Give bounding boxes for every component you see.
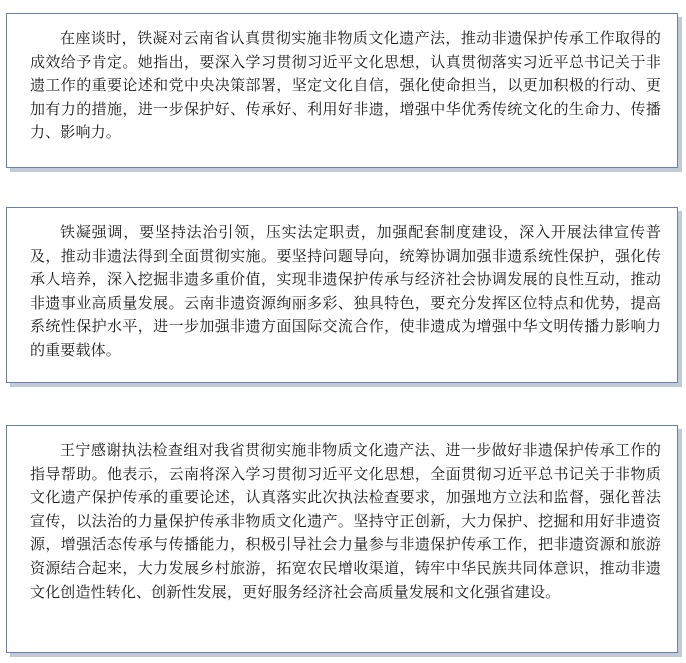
- text-box-1: [6, 13, 678, 168]
- paragraph-1: 在座谈时，铁凝对云南省认真贯彻实施非物质文化遗产法，推动非遗保护传承工作取得的成效给予肯定。她指出，要深入学习贯彻习近平文化思想，认真贯彻落实习近平总书记关于非遗工作的重要论述和党中央决策部署，坚定文化自信，强化使命担当，以更加积极的行动、更加有力的措施，进一步保护好、传承好、利用好非遗，增强中华优秀传统文化的生命力、传播力、影响力。: [30, 29, 661, 142]
- paragraph-2: 铁凝强调，要坚持法治引领，压实法定职责，加强配套制度建设，深入开展法律宣传普及，推动非遗法得到全面贯彻实施。要坚持问题导向，统筹协调加强非遗系统性保护，强化传承人培养，深入挖掘非遗多重价值，实现非遗保护传承与经济社会协调发展的良性互动，推动非遗事业高质量发展。云南非遗资源绚丽多彩、独具特色，要充分发挥区位特点和优势，提高系统性保护水平，进一步加强非遗方面国际交流合作，使非遗成为增强中华文明传播力影响力的重要载体。: [30, 223, 661, 359]
- text-box-2: [6, 207, 678, 383]
- paragraph-3: 王宁感谢执法检查组对我省贯彻实施非物质文化遗产法、进一步做好非遗保护传承工作的指导帮助。他表示，云南将深入学习贯彻习近平文化思想，全面贯彻习近平总书记关于非物质文化遗产保护传承的重要论述，认真落实此次执法检查要求，加强地方立法和监督，强化普法宣传，以法治的力量保护传承非物质文化遗产。坚持守正创新，大力保护、挖掘和用好非遗资源，增强活态传承与传播能力，积极引导社会力量参与非遗保护传承工作，把非遗资源和旅游资源结合起来，大力发展乡村旅游，拓宽农民增收渠道，铸牢中华民族共同体意识，推动非遗文化创造性转化、创新性发展，更好服务经济社会高质量发展和文化强省建设。: [30, 441, 661, 601]
- text-box-3: [6, 425, 678, 653]
